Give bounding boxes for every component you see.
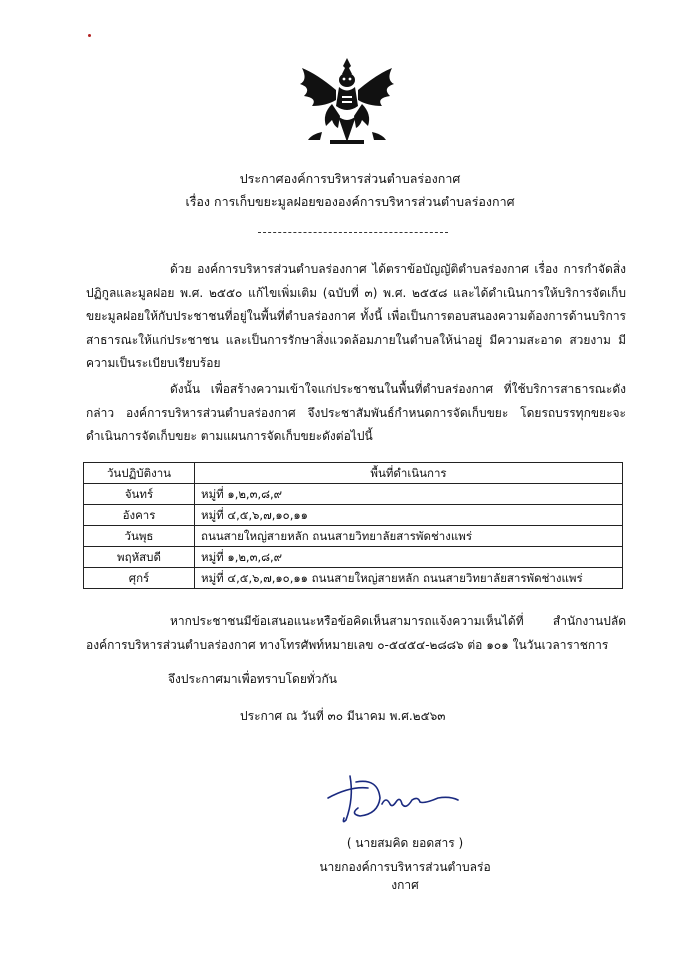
cell-area: หมู่ที่ ๔,๕,๖,๗,๑๐,๑๑ — [195, 505, 623, 526]
cell-area: หมู่ที่ ๑,๒,๓,๘,๙ — [195, 484, 623, 505]
cell-day: ศุกร์ — [84, 568, 195, 589]
collection-schedule-table — [83, 462, 623, 589]
table-row — [84, 526, 623, 547]
cell-day: พฤหัสบดี — [84, 547, 195, 568]
signer-name: ( นายสมคิด ยอดสาร ) — [346, 836, 464, 850]
header-day: วันปฏิบัติงาน — [84, 463, 195, 484]
announcement-title: ประกาศองค์การบริหารส่วนตำบลร่องกาศ — [239, 171, 461, 186]
header-area: พื้นที่ดำเนินการ — [195, 463, 623, 484]
body-paragraph-3: หากประชาชนมีข้อเสนอแนะหรือข้อคิดเห็นสามารถแจ้งความเห็นได้ที่ สำนักงานปลัดองค์การบริหารส่วนตำบลร่องกาศ ทางโทรศัพท์หมายเลข ๐-๕๔๕๔-๒๘๘๖ ต่อ ๑๐๑ ในวันเวลาราชการ — [86, 614, 626, 652]
cell-area: ถนนสายใหญ่สายหลัก ถนนสายวิทยาลัยสารพัดช่างแพร่ — [195, 526, 623, 547]
cell-day: จันทร์ — [84, 484, 195, 505]
cell-area: หมู่ที่ ๑,๒,๓,๘,๙ — [195, 547, 623, 568]
cell-day: อังคาร — [84, 505, 195, 526]
signer-title: นายกองค์การบริหารส่วนตำบลร่องกาศ — [319, 860, 491, 892]
dashed-divider — [258, 232, 448, 233]
cell-day: วันพุธ — [84, 526, 195, 547]
table-row — [84, 547, 623, 568]
table-row — [84, 568, 623, 589]
body-paragraph-2: ดังนั้น เพื่อสร้างความเข้าใจแก่ประชาชนในพื้นที่ตำบลร่องกาศ ที่ใช้บริการสาธารณะดังกล่าว องค์การบริหารส่วนตำบลร่องกาศ จึงประชาสัมพันธ์กำหนดการจัดเก็บขยะ โดยรถบรรทุกขยะจะดำเนินการจัดเก็บขยะ ตามแผนการจัดเก็บขยะดังต่อไปนี้ — [86, 382, 626, 443]
table-row — [84, 484, 623, 505]
garuda-emblem-icon — [292, 54, 402, 154]
red-dot-mark — [88, 34, 91, 37]
handwritten-signature — [320, 768, 470, 828]
announcement-subject: เรื่อง การเก็บขยะมูลฝอยขององค์การบริหารส่วนตำบลร่องกาศ — [185, 194, 515, 209]
closing-statement: จึงประกาศมาเพื่อทราบโดยทั่วกัน — [168, 672, 337, 686]
announcement-date: ประกาศ ณ วันที่ ๓๐ มีนาคม พ.ศ.๒๕๖๓ — [240, 709, 446, 723]
body-paragraph-1: ด้วย องค์การบริหารส่วนตำบลร่องกาศ ได้ตราข้อบัญญัติตำบลร่องกาศ เรื่อง การกำจัดสิ่งปฏิกูลและมูลฝอย พ.ศ. ๒๕๕๐ แก้ไขเพิ่มเติม (ฉบับที่ ๓) พ.ศ. ๒๕๕๘ และได้ดำเนินการให้บริการจัดเก็บขยะมูลฝอยให้กับประชาชนที่อยู่ในพื้นที่ตำบลร่องกาศ ทั้งนี้ เพื่อเป็นการตอบสนองความต้องการด้านบริการสาธารณะให้แก่ประชาชน และเป็นการรักษาสิ่งแวดล้อมภายในตำบลให้น่าอยู่ มีความสะอาด สวยงาม มีความเป็นระเบียบเรียบร้อย — [86, 262, 626, 370]
table-row — [84, 505, 623, 526]
cell-area: หมู่ที่ ๔,๕,๖,๗,๑๐,๑๑ ถนนสายใหญ่สายหลัก ถนนสายวิทยาลัยสารพัดช่างแพร่ — [195, 568, 623, 589]
table-header-row — [84, 463, 623, 484]
